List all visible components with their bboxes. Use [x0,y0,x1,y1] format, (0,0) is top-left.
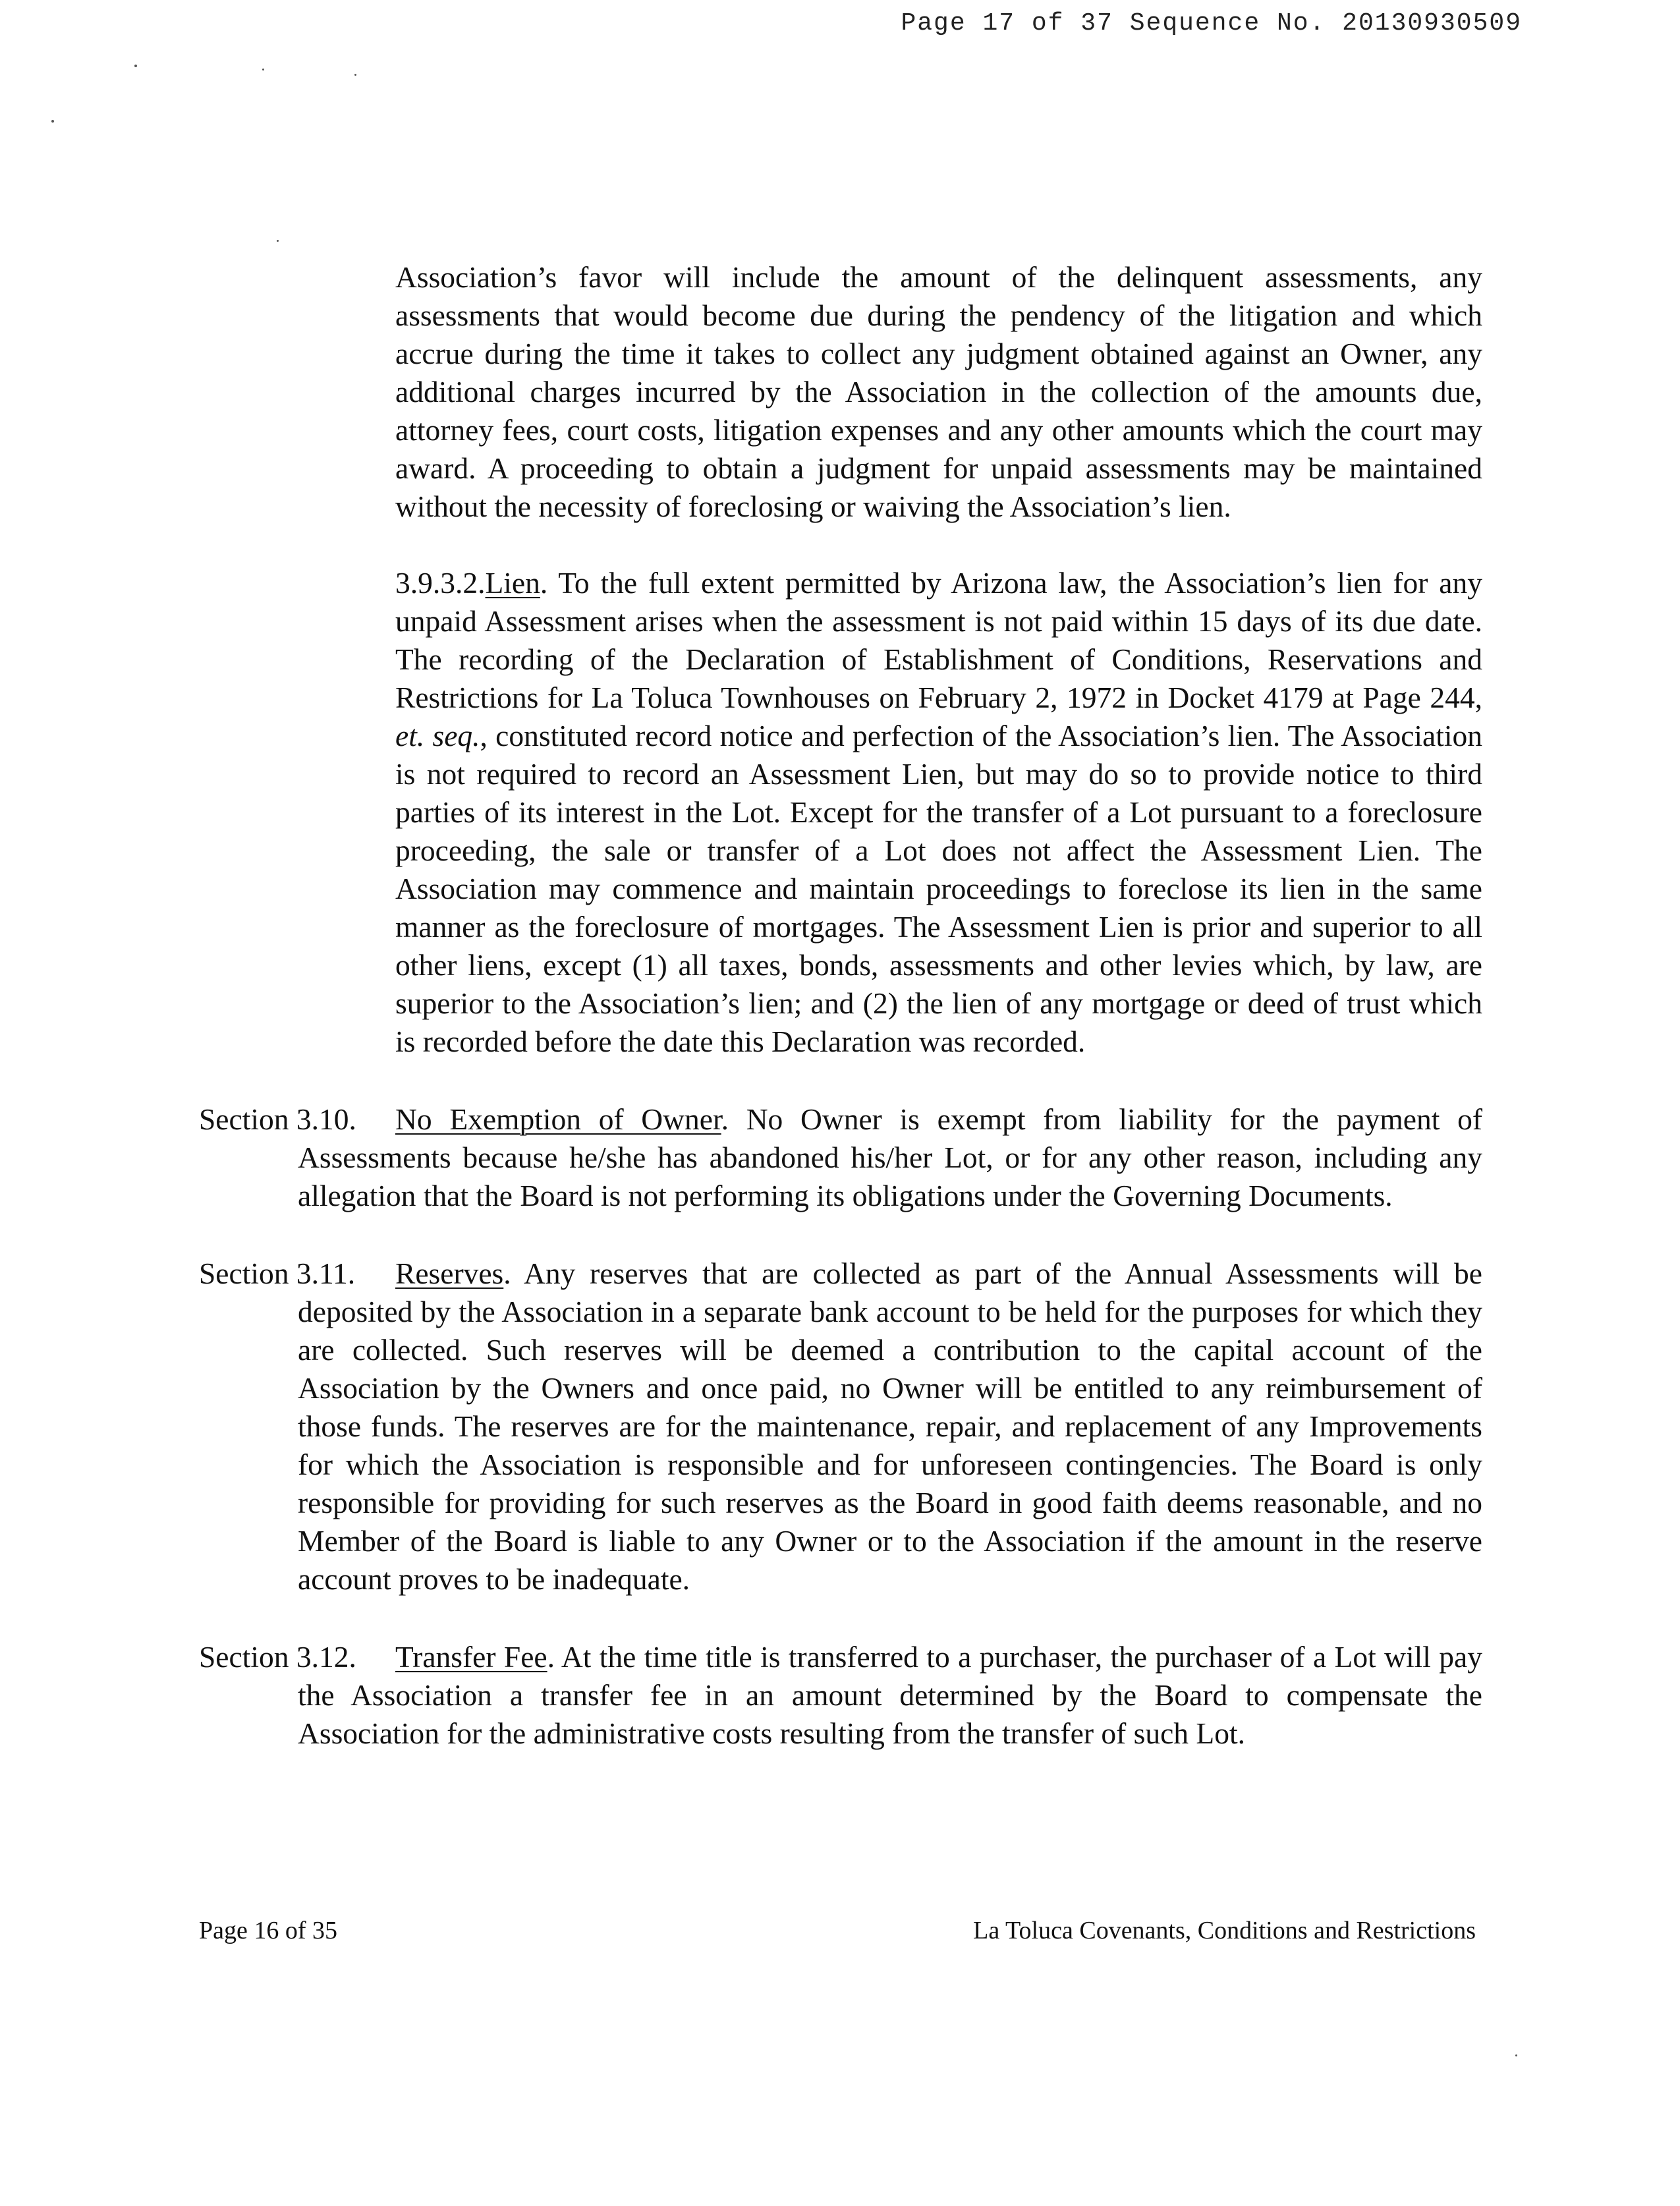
scan-speck [134,65,137,67]
scan-speck [262,69,264,71]
lien-italic-et: et. [395,719,425,752]
lien-italic-seq: seq. [432,719,480,752]
continuation-paragraph: Association’s favor will include the amount of the delinquent assessments, any assessments that would become due during the pendency of the litigation and which accrue during the time it takes to collect any judgment obtained against an Owner, any additional charges incurred by the Association in the collection of the amounts due, attorney fees, court costs, litigation expenses and any other amounts which the court may award. A proceeding to obtain a judgment for unpaid assessments may be maintained without the necessity of foreclosing or waiving the Association’s lien. [395,260,1482,523]
lien-space [424,719,432,752]
section-label: Section 3.12. [199,1640,356,1674]
section-text: . No Owner is exempt from liability for the payment of Assessments because he/she has abandoned his/her Lot, or for any other reason, including any allegation that the Board is not performing its obligations under the Governing Documents. [298,1102,1482,1212]
section-3-11 [199,1255,1482,1598]
section-label: Section 3.10. [199,1102,356,1136]
recording-stamp: Page 17 of 37 Sequence No. 20130930509 [901,9,1522,38]
section-text: . At the time title is transferred to a purchaser, the purchaser of a Lot will pay the Association a transfer fee in an amount determined by the Board to compensate the Association for the administrative costs resulting from the transfer of such Lot. [298,1640,1482,1750]
footer-page-number: Page 16 of 35 [199,1917,338,1944]
scan-speck [354,74,356,76]
section-heading: Transfer Fee [395,1640,547,1674]
lien-text-part-2: , constituted record notice and perfection of the Association’s lien. The Association is not required to record an Assessment Lien, but may do so to provide notice to third parties of its interest in the Lot. Except for the transfer of a Lot pursuant to a foreclosure proceeding, the sale or transfer of a Lot does not affect the Assessment Lien. The Association may commence and maintain proceedings to foreclose its lien in the same manner as the foreclosure of mortgages. The Assessment Lien is prior and superior to all other liens, except (1) all taxes, bonds, assessments and other levies which, by law, are superior to the Association’s lien; and (2) the lien of any mortgage or deed of trust which is recorded before the date this Declaration was recorded. [395,719,1483,1058]
lien-text-part-1: . To the full extent permitted by Arizona law, the Association’s lien for any unpaid Assessment arises when the assessment is not paid within 15 days of its due date. The recording of the Declaration of Establishment of Conditions, Reservations and Restrictions for La Toluca Townhouses on February 2, 1972 in Docket 4179 at Page 244, [395,566,1482,714]
footer-document-title: La Toluca Covenants, Conditions and Restrictions [973,1917,1476,1944]
scan-speck [277,240,279,242]
document-body [199,258,1482,1753]
lien-paragraph [395,564,1482,1061]
section-text: . Any reserves that are collected as part of the Annual Assessments will be deposited by the Association in a separate bank account to be held for the purposes for which they are collected. Such reserves will be deemed a contribution to the capital account of the Association by the Owners and once paid, no Owner will be entitled to any reimbursement of those funds. The reserves are for the maintenance, repair, and replacement of any Improvements for which the Association is responsible and for unforeseen contingencies. The Board is only responsible for providing for such reserves as the Board in good faith deems reasonable, and no Member of the Board is liable to any Owner or to the Association if the amount in the reserve account proves to be inadequate. [298,1257,1482,1596]
scan-speck [1515,2054,1517,2056]
page-footer [199,1916,1476,1945]
section-label: Section 3.11. [199,1257,356,1290]
section-3-12 [199,1638,1482,1753]
section-heading: Reserves [395,1257,504,1290]
section-heading: No Exemption of Owner [395,1102,721,1136]
section-3-10 [199,1100,1482,1215]
lien-heading: Lien [485,566,540,600]
lien-number: 3.9.3.2. [395,566,486,600]
scan-speck [51,120,54,123]
